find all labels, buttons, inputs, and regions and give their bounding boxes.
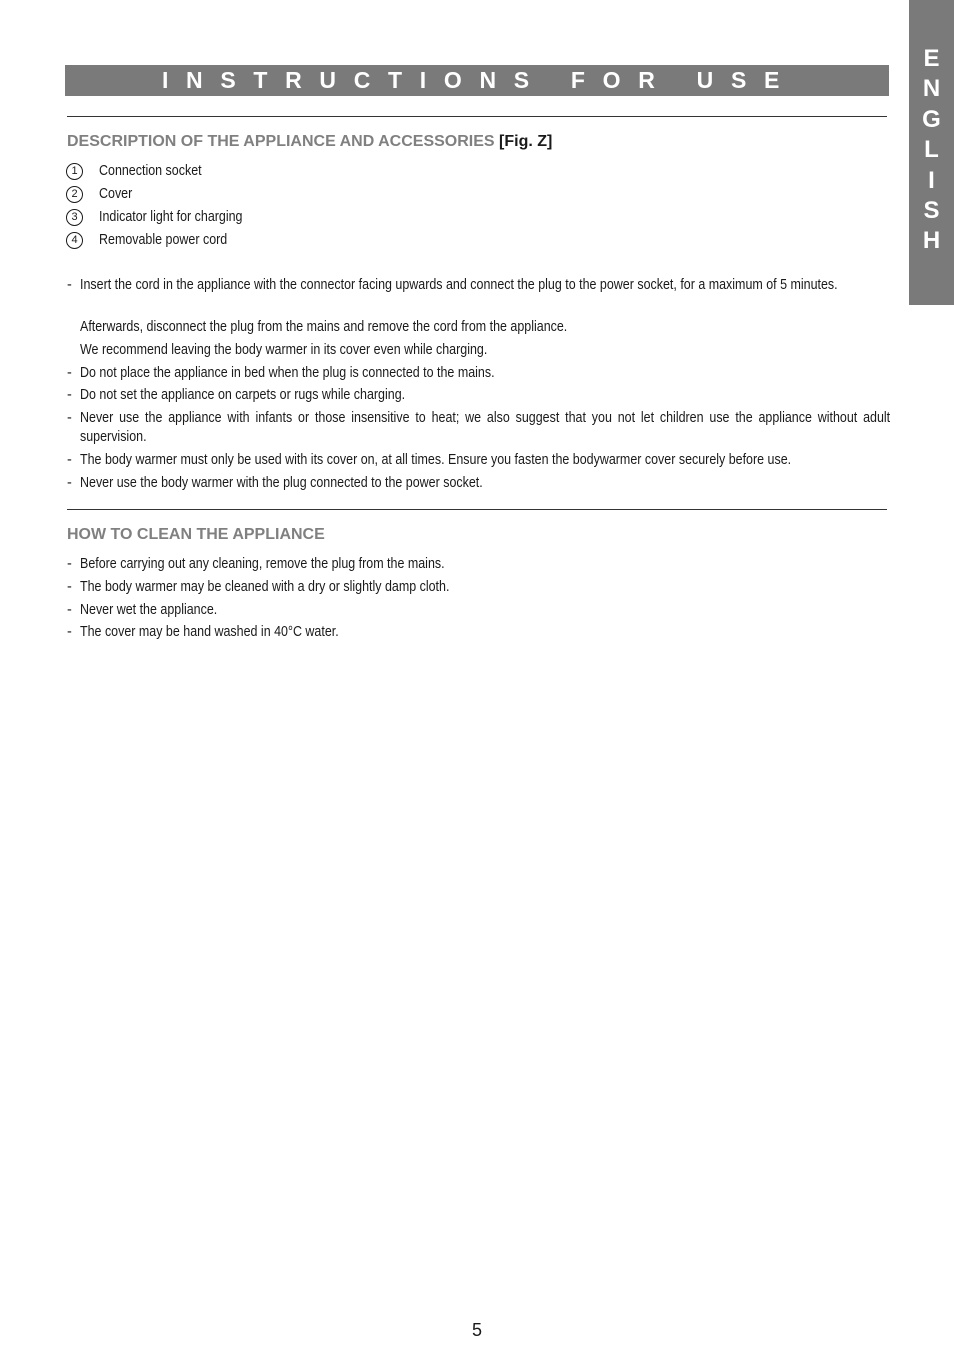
cleaning-heading (67, 526, 325, 544)
language-tab (909, 0, 954, 305)
bullet-dash: - (67, 602, 72, 618)
bullet-dash: - (67, 365, 72, 381)
part-number: 3 (66, 209, 83, 226)
bullet-dash: - (67, 579, 72, 595)
part-label: Indicator light for charging (99, 209, 243, 225)
instruction-text: Never use the appliance with infants or those insensitive to heat; we also suggest that you not let children use the appliance without adult supervision. (80, 410, 891, 445)
section-divider (67, 116, 887, 117)
cleaning-text: Before carrying out any cleaning, remove the plug from the mains. (80, 556, 445, 572)
instruction-text: Insert the cord in the appliance with the connector facing upwards and connect the plug to the power socket, for a maximum of 5 minutes. (80, 277, 838, 293)
description-heading (67, 133, 552, 151)
description-heading-text: DESCRIPTION OF THE APPLIANCE AND ACCESSORIES (67, 133, 495, 150)
bullet-dash: - (67, 475, 72, 491)
cleaning-text: The cover may be hand washed in 40°C water. (80, 624, 339, 640)
bullet-dash: - (67, 387, 72, 403)
title-bar (65, 65, 889, 96)
bullet-dash: - (67, 410, 72, 426)
instruction-text: The body warmer must only be used with its cover on, at all times. Ensure you fasten the bodywarmer cover securely before use. (80, 452, 792, 468)
language-tab-label: E N G L I S H (922, 45, 941, 255)
part-label: Removable power cord (99, 232, 228, 248)
instruction-text: Do not set the appliance on carpets or rugs while charging. (80, 387, 406, 403)
figure-reference: [Fig. Z] (499, 133, 553, 150)
part-number: 1 (66, 163, 83, 180)
bullet-dash: - (67, 452, 72, 468)
instruction-text: We recommend leaving the body warmer in its cover even while charging. (80, 342, 488, 358)
bullet-dash: - (67, 277, 72, 293)
bullet-dash: - (67, 624, 72, 640)
cleaning-heading-text: HOW TO CLEAN THE APPLIANCE (67, 526, 325, 543)
bullet-dash: - (67, 556, 72, 572)
cleaning-text: The body warmer may be cleaned with a dry or slightly damp cloth. (80, 579, 450, 595)
part-label: Cover (99, 186, 133, 202)
part-number: 4 (66, 232, 83, 249)
instruction-text: Afterwards, disconnect the plug from the mains and remove the cord from the appliance. (80, 319, 568, 335)
cleaning-text: Never wet the appliance. (80, 602, 218, 618)
instruction-text: Never use the body warmer with the plug connected to the power socket. (80, 475, 483, 491)
part-number: 2 (66, 186, 83, 203)
part-label: Connection socket (99, 163, 202, 179)
section-divider (67, 509, 887, 510)
instruction-text: Do not place the appliance in bed when the plug is connected to the mains. (80, 365, 495, 381)
page-number: 5 (471, 1320, 482, 1340)
page-title: INSTRUCTIONS FOR USE (161, 67, 798, 93)
